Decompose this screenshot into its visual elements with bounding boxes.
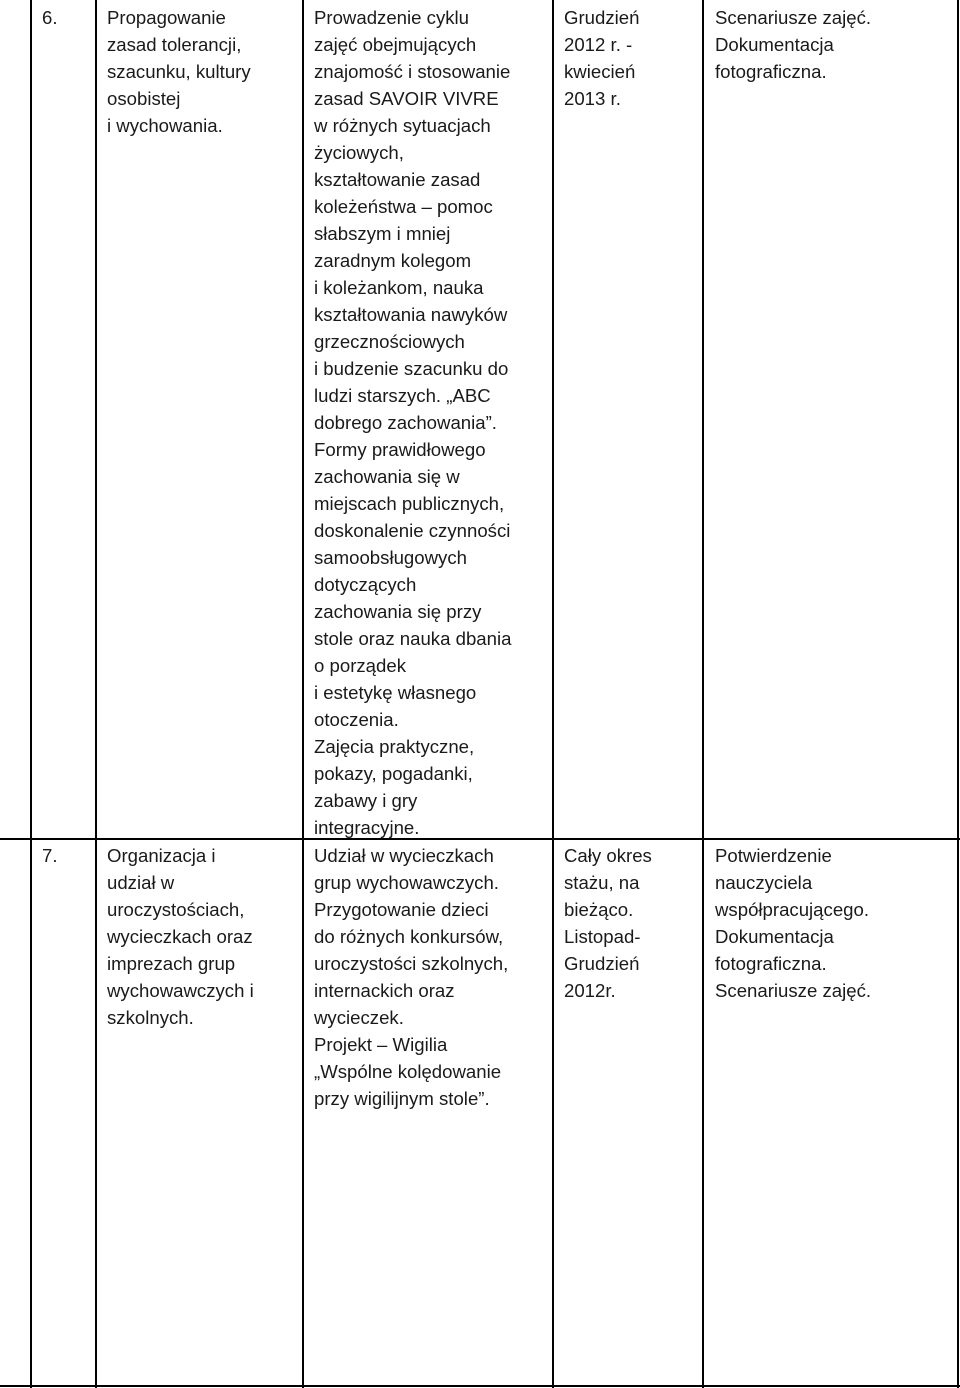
row-term: Grudzień 2012 r. - kwiecień 2013 r. — [564, 7, 640, 109]
row-term: Cały okres stażu, na bieżąco. Listopad- Grudzień 2012r. — [564, 845, 652, 1001]
row-topic: Propagowanie zasad tolerancji, szacunku, kultury osobistej i wychowania. — [107, 7, 251, 136]
row-topic: Organizacja i udział w uroczystościach, wycieczkach oraz imprezach grup wychowawczych i szkolnych. — [107, 845, 254, 1028]
table-border-bottom — [0, 1385, 960, 1387]
table-border-col3 — [552, 0, 554, 1388]
table-border-right — [957, 0, 959, 1388]
table-border-col2 — [302, 0, 304, 1388]
table-border-left — [30, 0, 32, 1388]
row-evidence: Potwierdzenie nauczyciela współpracującego. Dokumentacja fotograficzna. Scenariusze zajęć. — [715, 845, 872, 1001]
row-evidence: Scenariusze zajęć. Dokumentacja fotograficzna. — [715, 7, 872, 82]
row-number: 6. — [42, 7, 58, 28]
row-number: 7. — [42, 845, 58, 866]
row-activities: Prowadzenie cyklu zajęć obejmujących znajomość i stosowanie zasad SAVOIR VIVRE w różnych sytuacjach życiowych, kształtowanie zasad koleżeństwa – pomoc słabszym i mniej zaradnym kolegom i koleżankom, nauka kształtowania nawyków grzecznościowych i budzenie szacunku do ludzi starszych. „ABC dobrego zachowania”. Formy prawidłowego zachowania się w miejscach publicznych, doskonalenie czynności samoobsługowych dotyczących zachowania się przy stole oraz nauka dbania o porządek i estetykę własnego otoczenia. Zajęcia praktyczne, pokazy, pogadanki, zabawy i gry integracyjne. — [314, 7, 512, 838]
row-activities: Udział w wycieczkach grup wychowawczych. Przygotowanie dzieci do różnych konkursów, uroczystości szkolnych, internackich oraz wycieczek. Projekt – Wigilia „Wspólne kolędowanie przy wigilijnym stole”. — [314, 845, 509, 1109]
table-border-col1 — [95, 0, 97, 1388]
table-border-col4 — [702, 0, 704, 1388]
